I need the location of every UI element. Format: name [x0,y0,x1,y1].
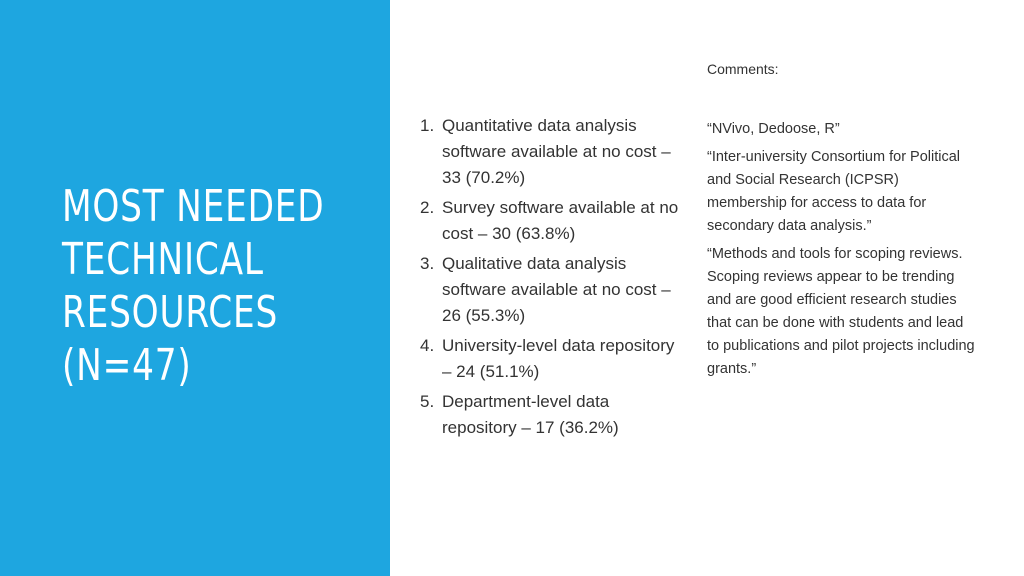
list-item-text: Survey software available at no cost – 30 (63.8%) [442,198,679,243]
comments-block [707,118,977,386]
list-item [420,195,680,247]
list-item-number: 4. [420,336,435,355]
list-item [420,113,680,191]
comments-label: Comments: [707,61,779,77]
comment-3: “Methods and tools for scoping reviews. Scoping reviews appear to be trending and are good efficient research studies that can be done with students and lead to publications and pilot projects including grants.” [707,246,975,377]
title-line-4: (N=47) [62,340,192,391]
list-item [420,389,680,441]
list-item-text: Quantitative data analysis software available at no cost – 33 (70.2%) [442,116,671,187]
resources-list [420,113,680,445]
list-item [420,333,680,385]
title-line-2: TECHNICAL [62,234,264,285]
list-item-number: 3. [420,254,435,273]
list-item-number: 2. [420,198,435,217]
list-item-text: University-level data repository – 24 (51.1%) [442,336,675,381]
list-item [420,251,680,329]
list-item-text: Qualitative data analysis software available at no cost – 26 (55.3%) [442,254,671,325]
list-item-number: 1. [420,116,435,135]
comment-2: “Inter-university Consortium for Political and Social Research (ICPSR) membership for access to data for secondary data analysis.” [707,149,961,234]
slide-title [62,180,325,392]
comment-1: “NVivo, Dedoose, R” [707,121,840,137]
left-accent-panel [0,0,390,576]
list-item-number: 5. [420,392,435,411]
list-item-text: Department-level data repository – 17 (36.2%) [442,392,619,437]
title-line-1: MOST NEEDED [62,181,325,232]
title-line-3: RESOURCES [62,287,279,338]
